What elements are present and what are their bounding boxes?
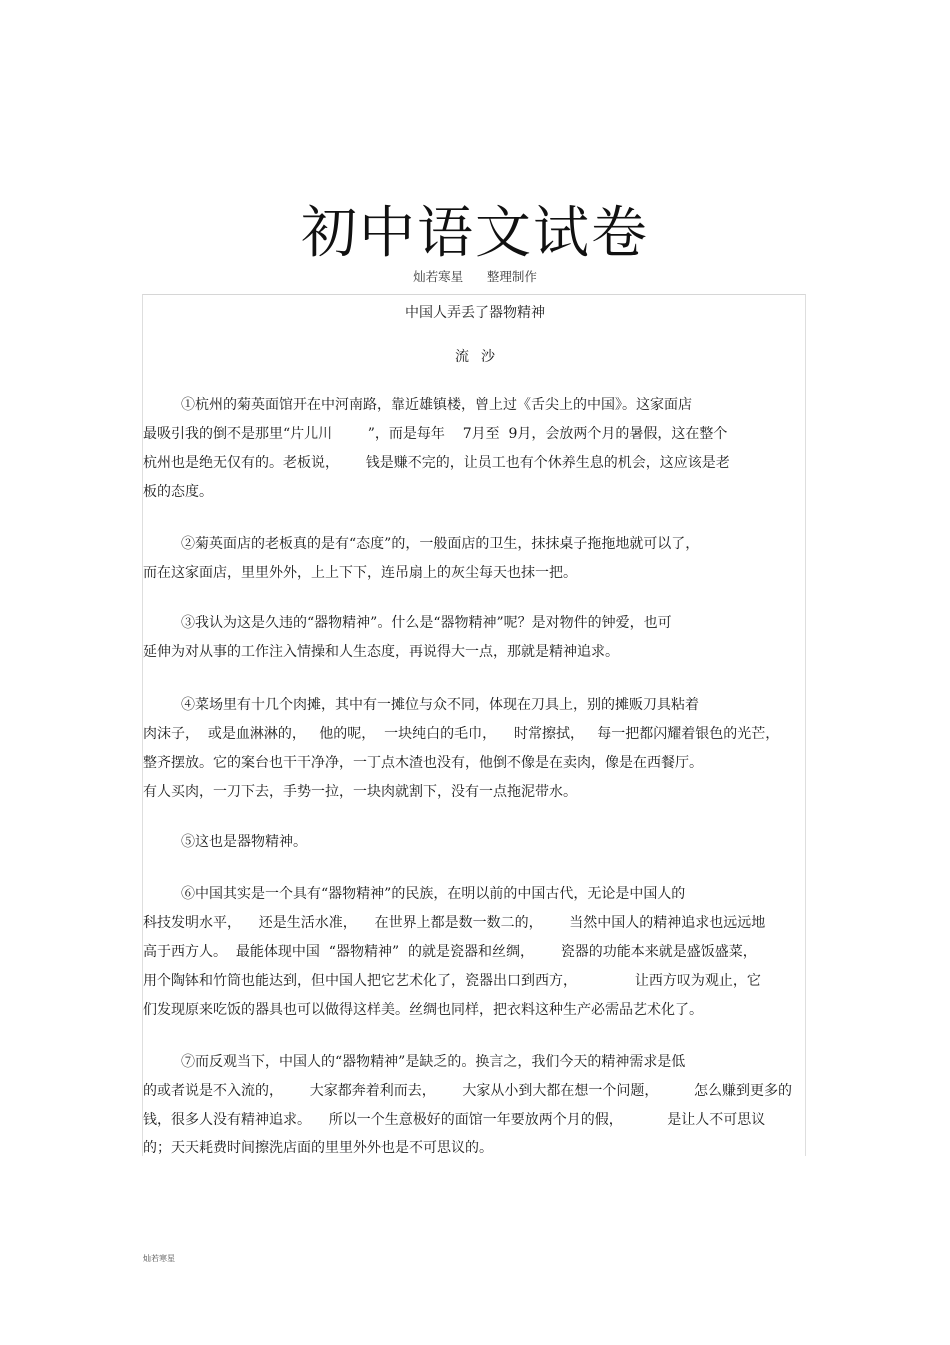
paragraph-line: 整齐摆放。它的案台也干干净净，一丁点木渣也没有，他倒不像是在卖肉，像是在西餐厅。 <box>143 755 703 771</box>
paragraph-line: 板的态度。 <box>143 484 213 500</box>
paragraph-line: 肉沫子， 或是血淋淋的， 他的呢， 一块纯白的毛巾， 时常擦拭， 每一把都闪耀着银色的光芒， <box>143 726 780 742</box>
paragraph-line: 用个陶钵和竹筒也能达到，但中国人把它艺术化了，瓷器出口到西方， 让西方叹为观止，它 <box>143 973 761 989</box>
article-title: 中国人弄丢了器物精神 <box>405 305 545 321</box>
paragraph-line: 而在这家面店，里里外外，上上下下，连吊扇上的灰尘每天也抹一把。 <box>143 565 577 581</box>
paragraph-line: 有人买肉，一刀下去，手势一拉，一块肉就割下，没有一点拖泥带水。 <box>143 784 577 800</box>
article-box <box>142 294 806 1156</box>
paragraph-line: ④菜场里有十几个肉摊，其中有一摊位与众不同，体现在刀具上，别的摊贩刀具粘着 <box>181 697 699 713</box>
paragraph-line: 钱，很多人没有精神追求。 所以一个生意极好的面馆一年要放两个月的假， 是让人不可思议 <box>143 1112 766 1128</box>
paragraph-line: 延伸为对从事的工作注入情操和人生态度，再说得大一点，那就是精神追求。 <box>143 644 619 660</box>
compiler-credit: 灿若寒星 整理制作 <box>413 269 537 284</box>
article-author: 流沙 <box>455 349 507 365</box>
paragraph-line: ②菊英面店的老板真的是有“态度”的，一般面店的卫生，抹抹桌子拖拖地就可以了， <box>181 536 700 552</box>
paragraph-line: 杭州也是绝无仅有的。老板说， 钱是赚不完的，让员工也有个休养生息的机会，这应该是老 <box>143 455 730 471</box>
footer-watermark: 灿若寒星 <box>143 1254 175 1263</box>
paragraph-line: ⑥中国其实是一个具有“器物精神”的民族，在明以前的中国古代，无论是中国人的 <box>181 886 686 902</box>
paragraph-line: 高于西方人。 最能体现中国 “器物精神” 的就是瓷器和丝绸， 瓷器的功能本来就是盛饭盛菜， <box>143 944 757 960</box>
paragraph-line: 的或者说是不入流的， 大家都奔着利而去， 大家从小到大都在想一个问题， 怎么赚到更多的 <box>143 1083 793 1099</box>
paragraph-line: ⑤这也是器物精神。 <box>181 834 307 850</box>
paragraph-line: 最吸引我的倒不是那里“片儿川 ”，而是每年 7月至 9月，会放两个月的暑假，这在整个 <box>143 426 728 442</box>
document-title: 初中语文试卷 <box>301 201 649 266</box>
paragraph-line: ⑦而反观当下，中国人的“器物精神”是缺乏的。换言之，我们今天的精神需求是低 <box>181 1054 686 1070</box>
paragraph-line: 们发现原来吃饭的器具也可以做得这样美。丝绸也同样，把衣料这种生产必需品艺术化了。 <box>143 1002 703 1018</box>
paragraph-line: 科技发明水平， 还是生活水准， 在世界上都是数一数二的， 当然中国人的精神追求也远远地 <box>143 915 766 931</box>
paragraph-line: ③我认为这是久违的“器物精神”。什么是“器物精神”呢？是对物件的钟爱，也可 <box>181 615 672 631</box>
paragraph-line: ①杭州的菊英面馆开在中河南路，靠近雄镇楼，曾上过《舌尖上的中国》。这家面店 <box>181 397 692 413</box>
paragraph-line: 的；天天耗费时间擦洗店面的里里外外也是不可思议的。 <box>143 1140 493 1156</box>
